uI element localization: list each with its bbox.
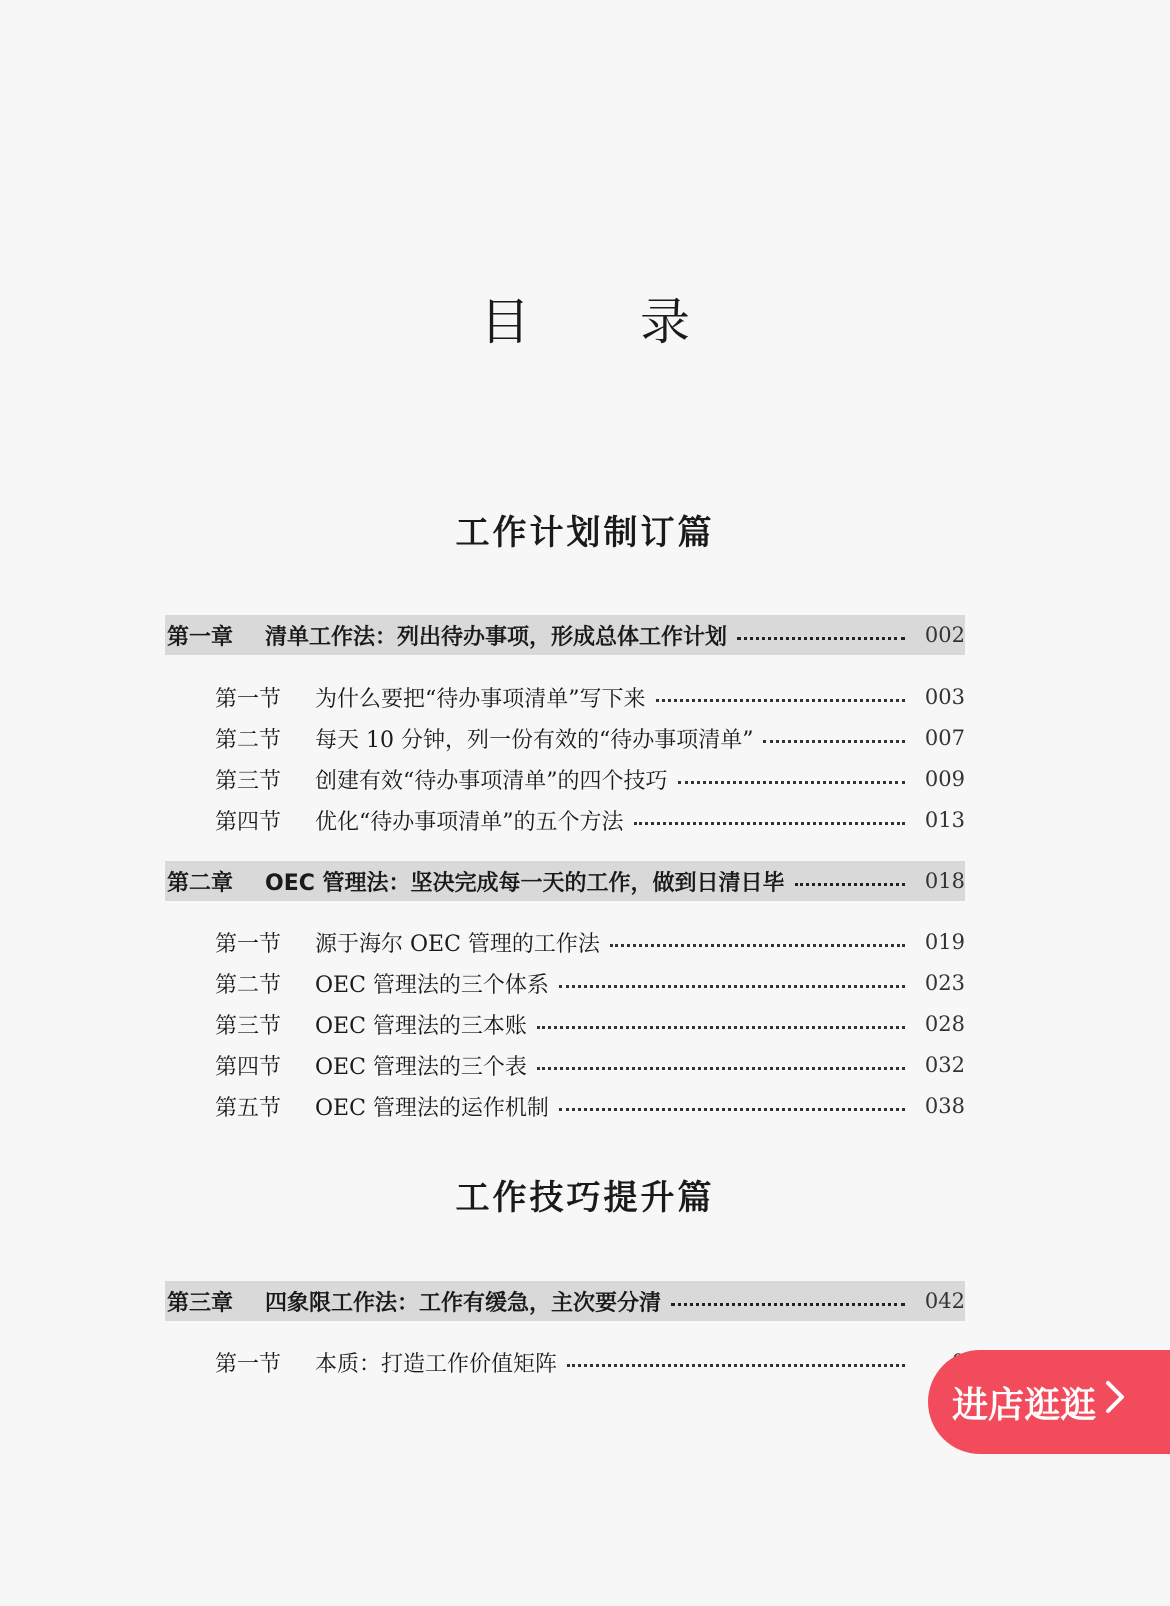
page-number: 028: [924, 1012, 965, 1036]
section-number: 第四节: [215, 809, 282, 835]
page-number: 038: [924, 1094, 965, 1118]
section-row[interactable]: [215, 1004, 965, 1044]
dot-leader: [763, 740, 905, 743]
visit-shop-label: 进店逛逛: [952, 1384, 1097, 1426]
dot-leader: [737, 637, 905, 640]
section-title: 源于海尔 OEC 管理的工作法: [315, 931, 600, 957]
page-number: 023: [924, 971, 965, 995]
dot-leader: [634, 822, 906, 825]
section-number: 第一节: [215, 1351, 282, 1377]
chapter-row[interactable]: [165, 1281, 965, 1321]
chapter-number: 第一章: [167, 624, 234, 650]
chapter-number: 第二章: [167, 870, 234, 896]
dot-leader: [559, 1108, 905, 1111]
section-title: 每天 10 分钟，列一份有效的“待办事项清单”: [315, 727, 754, 753]
section-row[interactable]: [215, 759, 965, 799]
section-number: 第三节: [215, 1013, 282, 1039]
section-title: 为什么要把“待办事项清单”写下来: [315, 686, 646, 712]
page-number: 003: [924, 685, 965, 709]
section-row[interactable]: [215, 800, 965, 840]
section-number: 第三节: [215, 768, 282, 794]
section-row[interactable]: [215, 1086, 965, 1126]
chapter-title: 四象限工作法：工作有缓急，主次要分清: [265, 1290, 662, 1316]
section-row[interactable]: [215, 1342, 965, 1382]
dot-leader: [537, 1026, 905, 1029]
chapter-row[interactable]: [165, 861, 965, 901]
section-title: OEC 管理法的三个体系: [315, 972, 549, 998]
dot-leader: [610, 944, 905, 947]
section-row[interactable]: [215, 1045, 965, 1085]
part-title: 工作技巧提升篇: [455, 1178, 715, 1218]
chapter-row[interactable]: [165, 615, 965, 655]
toc-title-char: 录: [640, 293, 690, 351]
section-title: OEC 管理法的运作机制: [315, 1095, 549, 1121]
dot-leader: [671, 1303, 905, 1306]
section-number: 第二节: [215, 972, 282, 998]
section-row[interactable]: [215, 963, 965, 1003]
page-number: 018: [924, 869, 965, 893]
part-title: 工作计划制订篇: [455, 513, 715, 553]
page-number: 032: [924, 1053, 965, 1077]
page-number: 013: [924, 808, 965, 832]
dot-leader: [656, 699, 906, 702]
section-number: 第二节: [215, 727, 282, 753]
section-title: OEC 管理法的三个表: [315, 1054, 527, 1080]
section-number: 第一节: [215, 931, 282, 957]
dot-leader: [678, 781, 906, 784]
page-number: 019: [924, 930, 965, 954]
chapter-number: 第三章: [167, 1290, 234, 1316]
section-number: 第四节: [215, 1054, 282, 1080]
chapter-title: 清单工作法：列出待办事项，形成总体工作计划: [265, 624, 728, 650]
visit-shop-button[interactable]: [928, 1350, 1170, 1454]
dot-leader: [567, 1364, 905, 1367]
page-number: 002: [924, 623, 965, 647]
dot-leader: [795, 883, 905, 886]
section-title: 优化“待办事项清单”的五个方法: [315, 809, 624, 835]
dot-leader: [537, 1067, 905, 1070]
section-row[interactable]: [215, 718, 965, 758]
page-number: 007: [924, 726, 965, 750]
section-title: 本质：打造工作价值矩阵: [315, 1351, 558, 1377]
section-title: OEC 管理法的三本账: [315, 1013, 527, 1039]
page-number: 042: [924, 1289, 965, 1313]
dot-leader: [559, 985, 905, 988]
chapter-title: OEC 管理法：坚决完成每一天的工作，做到日清日毕: [265, 870, 785, 896]
page-number: 009: [924, 767, 965, 791]
section-row[interactable]: [215, 922, 965, 962]
chevron-right-icon: [1104, 1379, 1126, 1425]
toc-title-char: 目: [480, 293, 530, 351]
section-row[interactable]: [215, 677, 965, 717]
section-number: 第五节: [215, 1095, 282, 1121]
toc-title: [0, 282, 1170, 354]
section-number: 第一节: [215, 686, 282, 712]
section-title: 创建有效“待办事项清单”的四个技巧: [315, 768, 668, 794]
